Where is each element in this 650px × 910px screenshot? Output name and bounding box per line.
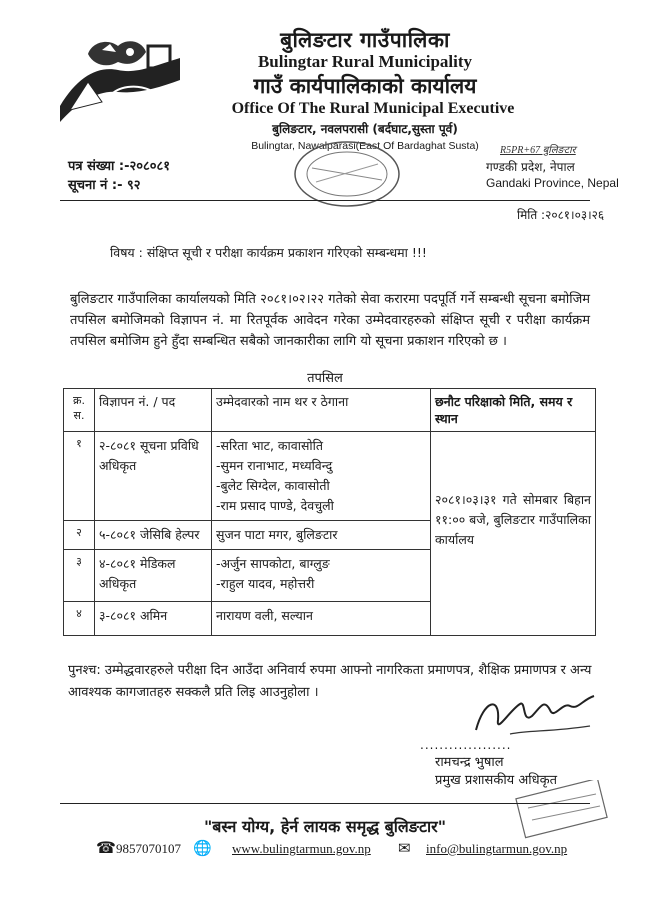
- row-serial: २: [64, 521, 95, 550]
- row-candidates: [212, 602, 431, 636]
- candidate-name: -सरिता भाट, कावासोति: [216, 438, 323, 453]
- candidate-name: -राम प्रसाद पाण्डे, देवचुली: [216, 498, 334, 513]
- mail-icon: ✉: [398, 839, 411, 857]
- body-paragraph: बुलिङटार गाउँपालिका कार्यालयको मिति २०८१।०२।२२ गतेको सेवा करारमा पदपूर्ति गर्ने सम्बन्धी सूचना बमोजिम तपसिल बमोजिमको विज्ञापन नं. मा रितपूर्वक आवेदन गरेका उम्मेदवारहरुको संक्षिप्त सूची र परीक्षा कार्यक्रम तपसिल बमोजिम हुने हुँदा सम्बन्धित सबैको जानकारीका लागि यो सूचना प्रकाशन गरिएको छ ।: [70, 292, 590, 349]
- address-en: Bulingtar, Nawalparasi(East Of Bardaghat Susta): [251, 140, 479, 152]
- website-link[interactable]: www.bulingtarmun.gov.np: [232, 841, 371, 856]
- exam-info-text: २०८१।०३।३१ गते सोमबार बिहान ११:०० बजे, बुलिङटार गाउँपालिका कार्यालय: [435, 491, 591, 547]
- office-name-np: गाउँ कार्यपालिकाको कार्यालय: [253, 74, 477, 98]
- address-np: बुलिङटार, नवलपरासी (बर्दघाट,सुस्ता पूर्व): [272, 122, 458, 136]
- table-row: [64, 432, 596, 521]
- postscript: पुनश्च: उम्मेद्धवारहरुले परीक्षा दिन आउँदा अनिवार्य रुपमा आफ्नो नागरिकता प्रमाणपत्र, शैक्षिक प्रमाणपत्र र अन्य आवश्यक कागजातहरु सक्कलै प्रति लिइ आउनुहोला ।: [68, 663, 592, 700]
- header-serial: क्र. स.: [64, 389, 95, 432]
- candidate-name: नारायण वली, सल्यान: [216, 608, 313, 623]
- plus-code: R5PR+67 बुलिङटार: [500, 145, 576, 156]
- signature-line: ...................: [420, 738, 512, 752]
- row-candidates: [212, 432, 431, 521]
- footer-divider: [60, 803, 590, 804]
- signatory-name: रामचन्द्र भुषाल: [435, 755, 504, 770]
- table-title: तपसिल: [307, 371, 343, 386]
- office-name-en: Office Of The Rural Municipal Executive: [231, 100, 515, 117]
- row-post: ४-८०८१ मेडिकल अधिकृत: [95, 550, 212, 602]
- candidate-name: सुजन पाटा मगर, बुलिङटार: [216, 527, 338, 542]
- row-serial: ३: [64, 550, 95, 602]
- email-link[interactable]: info@bulingtarmun.gov.np: [426, 841, 568, 856]
- header-divider: [60, 200, 590, 201]
- candidate-name: -अर्जुन सापकोटा, बाग्लुङ: [216, 556, 330, 571]
- municipality-motto: "बस्न योग्य, हेर्न लायक समृद्ध बुलिङटार": [203, 817, 447, 836]
- table-header-row: [64, 389, 596, 432]
- row-post: ५-८०८१ जेसिबि हेल्पर: [95, 521, 212, 550]
- province-np: गण्डकी प्रदेश, नेपाल: [486, 160, 575, 174]
- candidate-name: -बुलेट सिग्देल, कावासोती: [216, 478, 330, 493]
- municipality-name-np: बुलिङटार गाउँपालिका: [280, 28, 450, 52]
- signatory-title: प्रमुख प्रशासकीय अधिकृत: [435, 773, 558, 788]
- phone-number: 9857070107: [116, 841, 181, 856]
- row-post: ३-८०८१ अमिन: [95, 602, 212, 636]
- row-candidates: [212, 550, 431, 602]
- reference-number: पत्र संख्या :-२०८०८१: [68, 159, 171, 174]
- signature-mark: [470, 690, 600, 742]
- row-serial: ४: [64, 602, 95, 636]
- row-post: २-८०८१ सूचना प्रविधि अधिकृत: [95, 432, 212, 521]
- subject-line: विषय : संक्षिप्त सूची र परीक्षा कार्यक्रम प्रकाशन गरिएको सम्बन्धमा !!!: [110, 245, 427, 260]
- phone-icon: ☎: [96, 838, 116, 857]
- globe-icon: 🌐: [193, 839, 212, 857]
- exam-info-cell: [431, 432, 596, 636]
- row-serial: १: [64, 432, 95, 521]
- row-candidates: [212, 521, 431, 550]
- candidate-name: -सुमन रानाभाट, मध्यविन्दु: [216, 458, 333, 473]
- header-post: विज्ञापन नं. / पद: [95, 389, 212, 432]
- notice-number: सूचना नं :- ९२: [68, 178, 141, 193]
- letter-date: मिति :२०८१।०३।२६: [517, 208, 605, 222]
- header-candidates: उम्मेदवारको नाम थर र ठेगाना: [212, 389, 431, 432]
- header-exam-info: छनौट परिक्षाको मिति, समय र स्थान: [431, 389, 596, 432]
- candidate-name: -राहुल यादव, महोत्तरी: [216, 576, 315, 591]
- province-en: Gandaki Province, Nepal: [486, 176, 619, 190]
- schedule-table: [63, 388, 596, 636]
- municipality-name-en: Bulingtar Rural Municipality: [257, 52, 473, 71]
